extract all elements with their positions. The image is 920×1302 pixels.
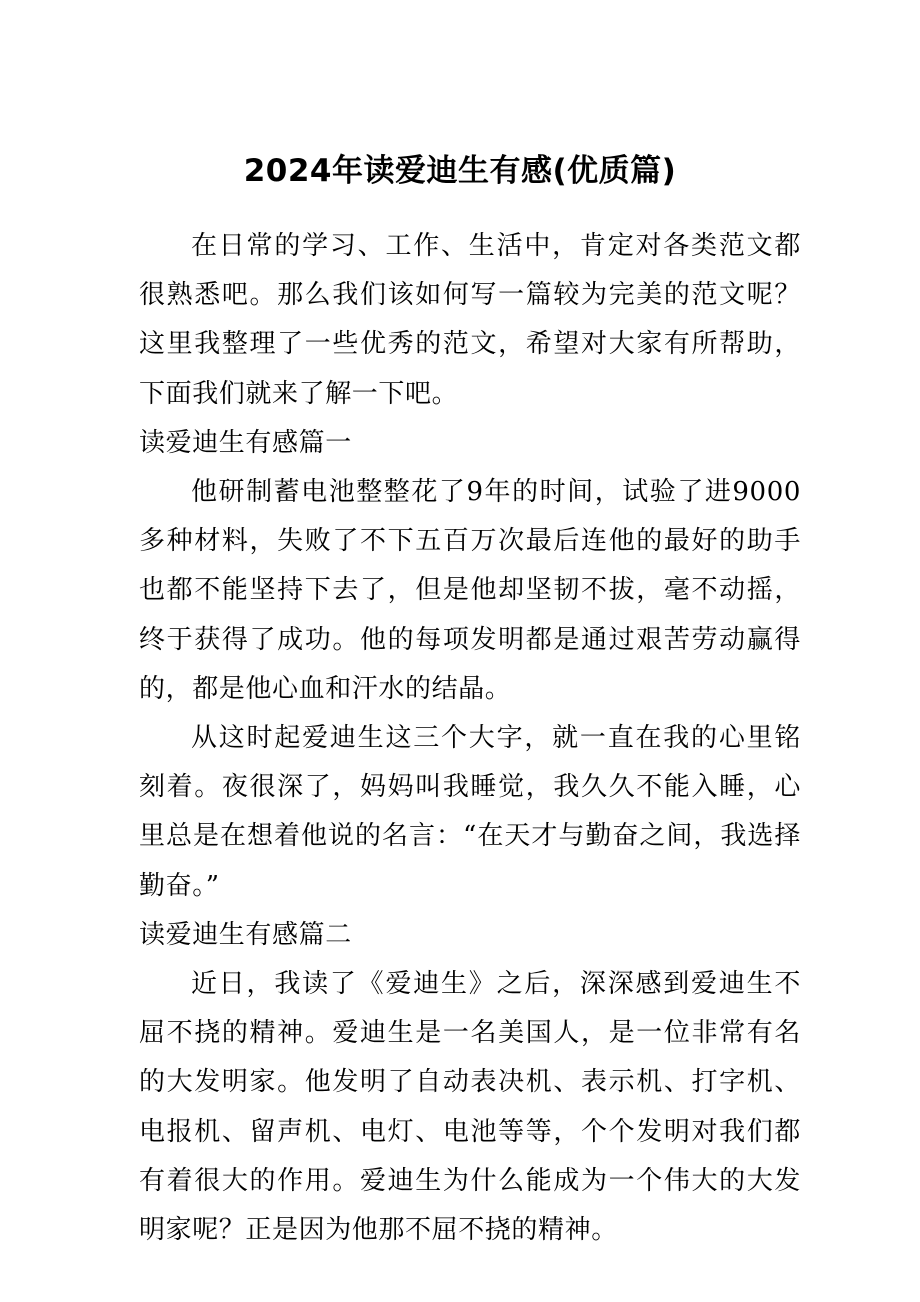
intro-paragraph: 在日常的学习、工作、生活中，肯定对各类范文都很熟悉吧。那么我们该如何写一篇较为完美的范文呢？这里我整理了一些优秀的范文，希望对大家有所帮助，下面我们就来了解一下吧。	[139, 231, 801, 409]
document-title: 2024年读爱迪生有感(优质篇)	[243, 153, 677, 189]
section-2-paragraph-1: 近日，我读了《爱迪生》之后，深深感到爱迪生不屈不挠的精神。爱迪生是一名美国人，是一位非常有名的大发明家。他发明了自动表决机、表示机、打字机、电报机、留声机、电灯、电池等等，个个发明对我们都有着很大的作用。爱迪生为什么能成为一个伟大的大发明家呢？正是因为他那不屈不挠的精神。	[139, 969, 801, 1246]
section-heading-2: 读爱迪生有感篇二	[139, 919, 352, 950]
section-1-paragraph-1: 他研制蓄电池整整花了9年的时间，试验了进9000多种材料，失败了不下五百万次最后连他的最好的助手也都不能坚持下去了，但是他却坚韧不拔，毫不动摇，终于获得了成功。他的每项发明都是通过艰苦劳动赢得的，都是他心血和汗水的结晶。	[139, 477, 801, 704]
section-1-paragraph-2: 从这时起爱迪生这三个大字，就一直在我的心里铭刻着。夜很深了，妈妈叫我睡觉，我久久不能入睡，心里总是在想着他说的名言：“在天才与勤奋之间，我选择勤奋。”	[139, 723, 801, 901]
section-heading-1: 读爱迪生有感篇一	[139, 427, 352, 458]
document-body	[139, 222, 801, 1255]
